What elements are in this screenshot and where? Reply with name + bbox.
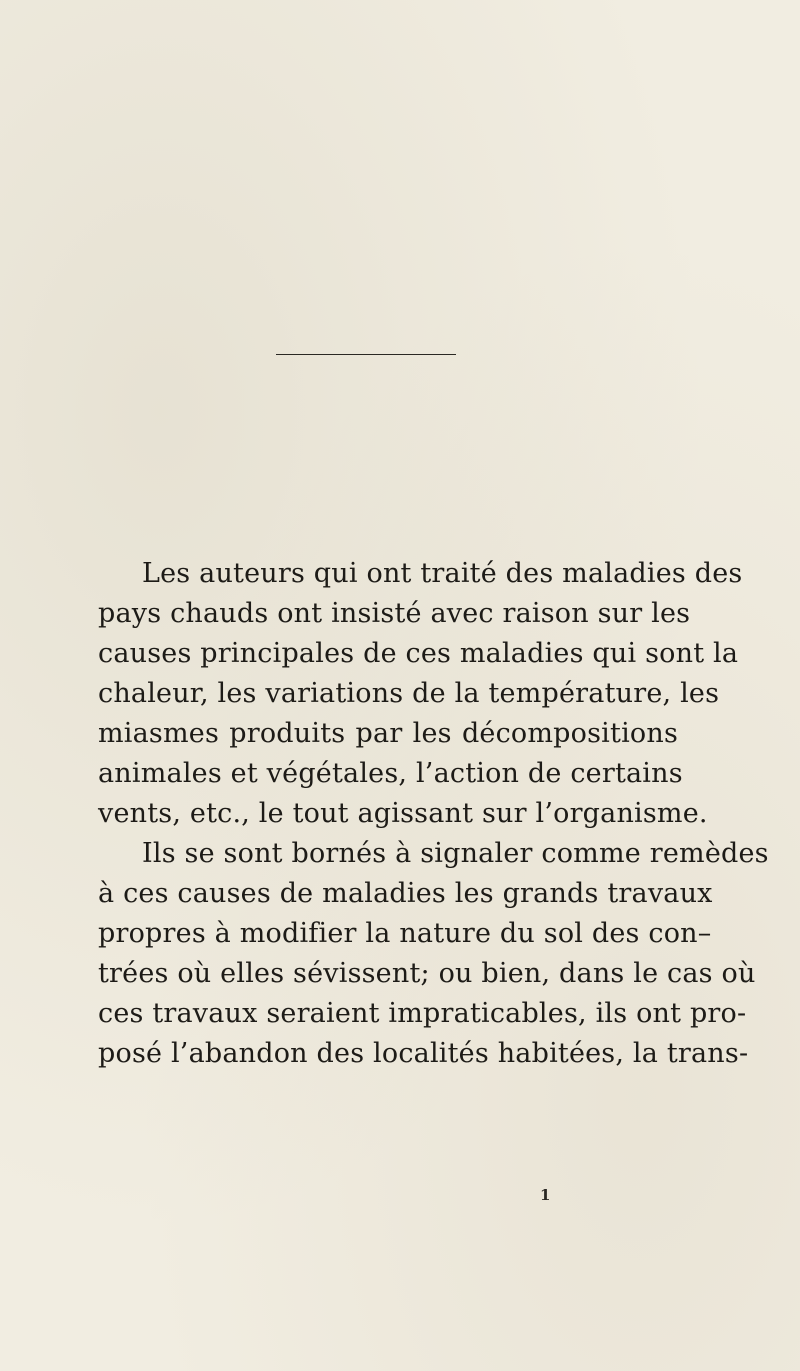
text-line: miasmes produits par les décompositions (98, 718, 678, 749)
body-text (98, 554, 769, 1074)
text-line: vents, etc., le tout agissant sur l’organisme. (98, 798, 708, 829)
text-line: propres à modifier la nature du sol des con– (98, 918, 712, 949)
text-line: chaleur, les variations de la température, les (98, 678, 720, 709)
text-line: Les auteurs qui ont traité des maladies des (142, 558, 743, 589)
text-line: posé l’abandon des localités habitées, la trans- (98, 1038, 749, 1069)
text-line: Ils se sont bornés à signaler comme remèdes (142, 838, 769, 869)
paragraph-1 (98, 554, 743, 834)
text-line: trées où elles sévissent; ou bien, dans le cas où (98, 958, 756, 989)
text-line: causes principales de ces maladies qui sont la (98, 638, 739, 669)
section-rule (276, 354, 456, 355)
paragraph-2 (98, 834, 769, 1074)
text-line: animales et végétales, l’action de certains (98, 758, 683, 789)
text-line: ces travaux seraient impraticables, ils ont pro- (98, 998, 747, 1029)
page-number: 1 (540, 1186, 551, 1204)
text-line: à ces causes de maladies les grands travaux (98, 878, 713, 909)
text-line: pays chauds ont insisté avec raison sur les (98, 598, 691, 629)
